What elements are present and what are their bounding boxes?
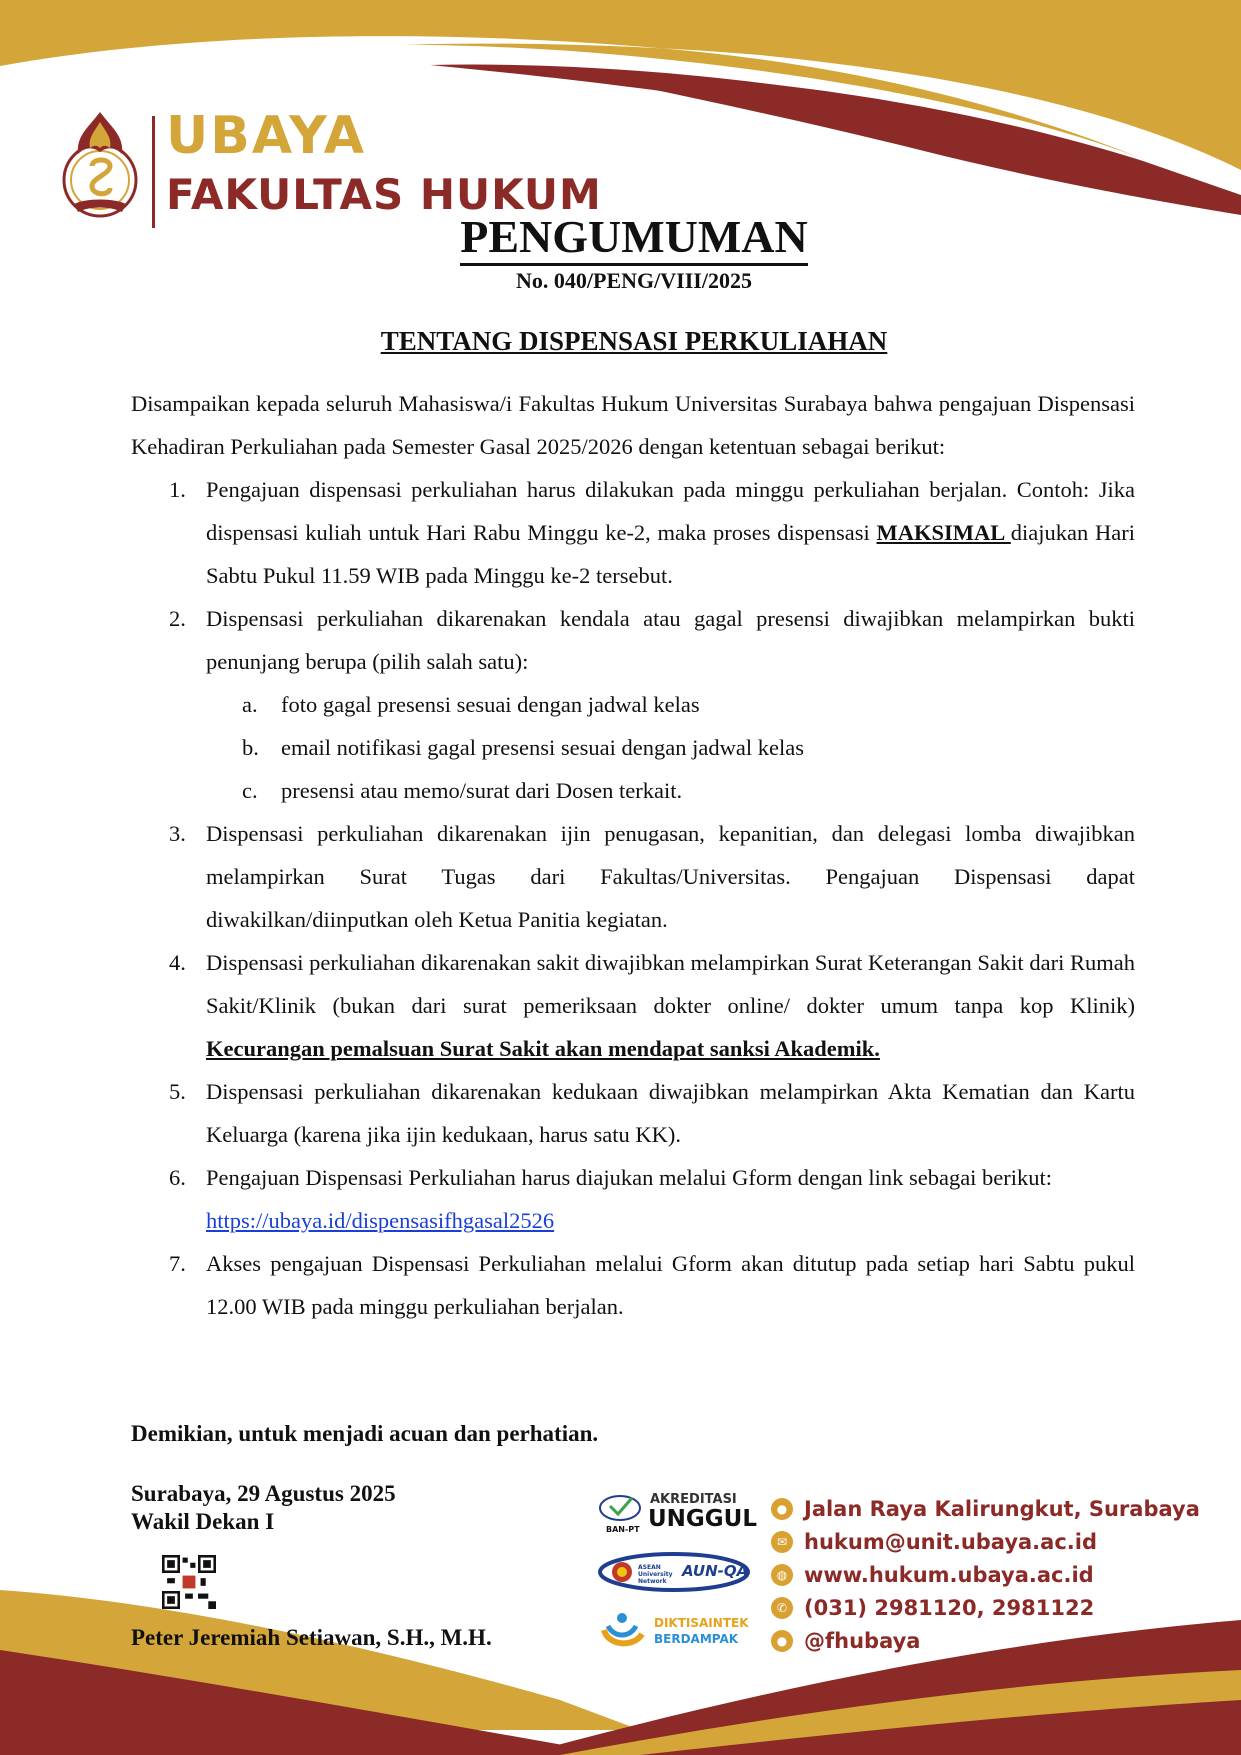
logo-divider: [152, 116, 155, 228]
place-date: Surabaya, 29 Agustus 2025: [131, 1481, 396, 1506]
logo-faculty-text: FAKULTAS HUKUM: [166, 170, 602, 219]
signer-name: Peter Jeremiah Setiawan, S.H., M.H.: [131, 1625, 492, 1650]
provisions-list: [131, 468, 1135, 1328]
diktisaintek-logo-icon: [598, 1608, 648, 1652]
svg-text:BAN-PT: BAN-PT: [606, 1525, 640, 1534]
signature-block: [131, 1480, 396, 1536]
contact-social: ● @fhubaya: [771, 1624, 1200, 1657]
mail-icon: ✉: [771, 1531, 793, 1553]
contact-info: [771, 1492, 1200, 1657]
document-title: PENGUMUMAN: [0, 214, 1241, 260]
person-icon: ●: [771, 1630, 793, 1652]
list-item: 7. Akses pengajuan Dispensasi Perkuliahan melalui Gform akan ditutup pada setiap hari Sabtu pukul 12.00 WIB pada minggu perkuliahan berjalan.: [169, 1251, 1135, 1319]
list-item: 5. Dispensasi perkuliahan dikarenakan kedukaan diwajibkan melampirkan Akta Kematian dan Kartu Keluarga (karena jika ijin kedukaan, harus satu KK).: [169, 1079, 1135, 1147]
list-item: 4. Dispensasi perkuliahan dikarenakan sakit diwajibkan melampirkan Surat Keterangan Sakit dari Rumah Sakit/Klinik (bukan dari surat pemeriksaan dokter online/ dokter umum tanpa kop Klinik) Kecurangan pemalsuan Surat Sakit akan mendapat sanksi Akademik.: [169, 950, 1135, 1061]
contact-phone: ✆ (031) 2981120, 2981122: [771, 1591, 1200, 1624]
location-pin-icon: ●: [771, 1498, 793, 1520]
contact-address: ● Jalan Raya Kalirungkut, Surabaya: [771, 1492, 1200, 1525]
sub-list-item: c. presensi atau memo/surat dari Dosen terkait.: [242, 778, 683, 803]
diktisaintek-berdampak-badge: DIKTISAINTEK BERDAMPAK: [598, 1608, 756, 1652]
warning-text: Kecurangan pemalsuan Surat Sakit akan mendapat sanksi Akademik.: [206, 1036, 880, 1061]
list-item: 2. Dispensasi perkuliahan dikarenakan kendala atau gagal presensi diwajibkan melampirkan bukti penunjang berupa (pilih salah satu): a. foto gagal presensi sesuai dengan jadwal kelas b. email notifikasi gagal presensi sesuai dengan jadwal kelas c. presensi atau memo/surat dari Dosen terkait.: [131, 597, 1135, 812]
closing-statement: Demikian, untuk menjadi acuan dan perhatian.: [131, 1421, 599, 1446]
gform-link[interactable]: https://ubaya.id/dispensasifhgasal2526: [206, 1208, 555, 1233]
logo-ubaya-text: UBAYA: [166, 106, 367, 166]
contact-email: ✉ hukum@unit.ubaya.ac.id: [771, 1525, 1200, 1558]
qr-code-signature-icon: [162, 1555, 216, 1609]
list-item: 3. Dispensasi perkuliahan dikarenakan ijin penugasan, kepanitian, dan delegasi lomba diwajibkan melampirkan Surat Tugas dari Fakultas/Universitas. Pengajuan Dispensasi dapat diwakilkan/diinputkan oleh Ketua Panitia kegiatan.: [169, 821, 1135, 932]
ban-pt-logo-icon: [598, 1490, 648, 1534]
sub-list-item: a. foto gagal presensi sesuai dengan jadwal kelas: [242, 692, 700, 717]
akreditasi-unggul-badge: BAN-PT AKREDITASI UNGGUL: [598, 1490, 756, 1534]
document-number: No. 040/PENG/VIII/2025: [516, 268, 752, 293]
phone-icon: ✆: [771, 1597, 793, 1619]
document-subject: TENTANG DISPENSASI PERKULIAHAN: [380, 326, 888, 356]
accreditation-badges: [598, 1490, 756, 1660]
sub-list-item: b. email notifikasi gagal presensi sesuai dengan jadwal kelas: [242, 735, 804, 760]
emphasis-text: MAKSIMAL: [876, 520, 1011, 545]
aun-qa-badge: ASEAN University Network AUN-QA: [598, 1550, 756, 1594]
intro-paragraph: Disampaikan kepada seluruh Mahasiswa/i Fakultas Hukum Universitas Surabaya bahwa pengajuan Dispensasi Kehadiran Perkuliahan pada Semester Gasal 2025/2026 dengan ketentuan sebagai berikut:: [131, 391, 1135, 459]
ubaya-emblem-icon: [52, 108, 148, 222]
contact-website: ◍ www.hukum.ubaya.ac.id: [771, 1558, 1200, 1591]
signer-position: Wakil Dekan I: [131, 1509, 275, 1534]
document-body: [131, 382, 1135, 1328]
globe-icon: ◍: [771, 1564, 793, 1586]
sub-list: [206, 683, 1135, 812]
list-item: 6. Pengajuan Dispensasi Perkuliahan harus diajukan melalui Gform dengan link sebagai berikut: https://ubaya.id/dispensasifhgasal2526: [169, 1165, 1053, 1233]
list-item: 1. Pengajuan dispensasi perkuliahan harus dilakukan pada minggu perkuliahan berjalan. Contoh: Jika dispensasi kuliah untuk Hari Rabu Minggu ke-2, maka proses dispensasi MAKSIMAL diajukan Hari Sabtu Pukul 11.59 WIB pada Minggu ke-2 tersebut.: [169, 477, 1135, 588]
